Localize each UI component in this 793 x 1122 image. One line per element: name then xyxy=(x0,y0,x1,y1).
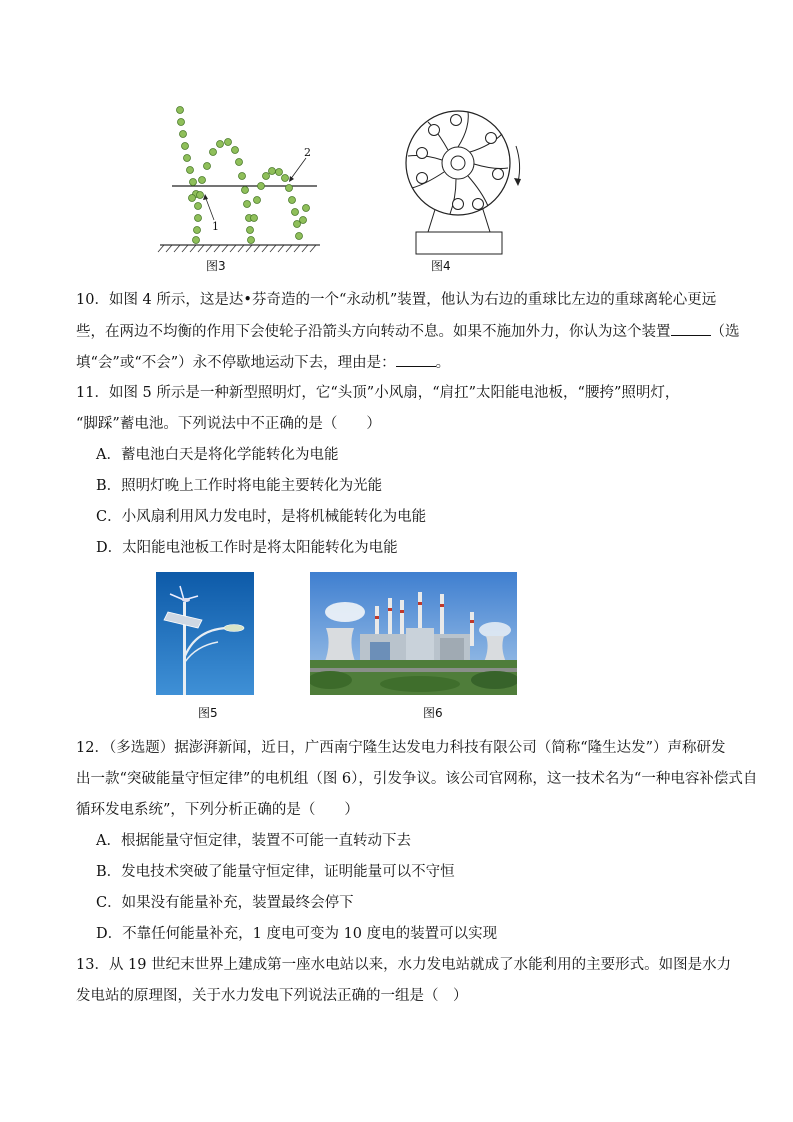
q11-option-b: B．照明灯晚上工作时将电能主要转化为光能 xyxy=(96,478,383,494)
q10-line-3 xyxy=(76,352,726,373)
q11-line-2: “脚踩”蓄电池。下列说法中不正确的是（ ） xyxy=(76,416,381,432)
q10-answer-blank-2[interactable] xyxy=(396,352,436,367)
q10-line-3-tail: 。 xyxy=(435,355,451,371)
q12-option-d: D．不靠任何能量补充，1 度电可变为 10 度电的装置可以实现 xyxy=(96,926,498,942)
q10-answer-blank-1[interactable] xyxy=(671,321,711,336)
q10-line-3-text: 填“会”或“不会”）永不停歇地运动下去，理由是： xyxy=(76,355,396,371)
q11-option-d: D．太阳能电池板工作时是将太阳能转化为电能 xyxy=(96,540,398,556)
q10-line-2 xyxy=(76,321,740,342)
q11-option-c: C．小风扇利用风力发电时，是将机械能转化为电能 xyxy=(96,509,427,525)
q13-line-2: 发电站的原理图，关于水力发电下列说法正确的一组是（ ） xyxy=(76,988,468,1004)
q11-line-1: 11．如图 5 所示是一种新型照明灯，它“头顶”小风扇，“肩扛”太阳能电池板，“腰挎”照明灯， xyxy=(76,385,680,401)
fig3-label-2: 2 xyxy=(304,146,311,159)
q12-option-b: B．发电技术突破了能量守恒定律，证明能量可以不守恒 xyxy=(96,864,455,880)
q10-line-1: 10．如图 4 所示，这是达•芬奇造的一个“永动机”装置，他认为右边的重球比左边的重球离轮心更远 xyxy=(76,292,717,308)
figure-5-street-light-photo xyxy=(156,572,254,695)
q12-line-2: 出一款“突破能量守恒定律”的电机组（图 6），引发争议。该公司官网称，这一技术名为“一种电容补偿式自 xyxy=(76,771,758,787)
q12-option-a: A．根据能量守恒定律，装置不可能一直转动下去 xyxy=(96,833,411,849)
figure-6-power-plant-photo xyxy=(310,572,517,695)
fig5-caption: 图5 xyxy=(198,706,218,720)
fig3-caption: 图3 xyxy=(206,259,226,273)
q11-option-a: A．蓄电池白天是将化学能转化为电能 xyxy=(96,447,339,463)
figure-4-perpetual-wheel xyxy=(398,108,538,258)
fig6-caption: 图6 xyxy=(423,706,443,720)
q10-line-2-text: 些，在两边不均衡的作用下会使轮子沿箭头方向转动不息。如果不施加外力，你认为这个装置 xyxy=(76,324,671,340)
q13-line-1: 13．从 19 世纪末世界上建成第一座水电站以来，水力发电站就成了水能利用的主要形式。如图是水力 xyxy=(76,957,732,973)
q10-line-2-tail: （选 xyxy=(710,324,740,340)
q12-line-1: 12．（多选题）据澎湃新闻，近日，广西南宁隆生达发电力科技有限公司（简称“隆生达发”）声称研发 xyxy=(76,740,726,756)
q12-option-c: C．如果没有能量补充，装置最终会停下 xyxy=(96,895,354,911)
fig4-caption: 图4 xyxy=(431,259,451,273)
fig3-label-1: 1 xyxy=(212,220,219,233)
figure-3-ball-trajectory xyxy=(150,100,330,260)
q12-line-3: 循环发电系统”，下列分析正确的是（ ） xyxy=(76,802,359,818)
